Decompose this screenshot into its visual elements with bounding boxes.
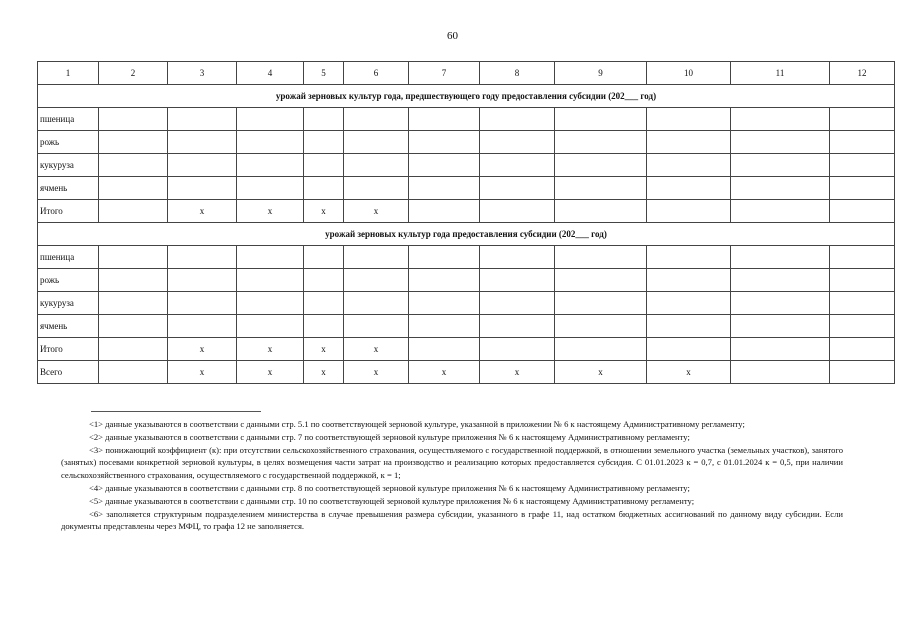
table-cell [647,292,731,315]
table-cell [409,177,480,200]
table-cell [237,292,304,315]
footnote-divider [91,411,261,412]
table-cell [830,177,895,200]
column-header: 5 [304,62,344,85]
table-cell: x [168,338,237,361]
table-cell [647,315,731,338]
table-row [38,292,895,315]
row-label: ячмень [38,315,99,338]
table-row [38,269,895,292]
table-cell [99,200,168,223]
table-row [38,246,895,269]
column-header: 6 [344,62,409,85]
page-number: 60 [447,30,458,42]
table-cell [731,131,830,154]
table-cell [168,108,237,131]
table-cell [731,200,830,223]
table-cell [480,338,555,361]
table-cell [168,292,237,315]
table-cell [344,131,409,154]
footnote-4: <4> данные указываются в соответствии с данными стр. 8 по соответствующей зерновой культуре приложения № 6 к настоящему Административному регламенту; [89,482,690,493]
table-cell [731,246,830,269]
table-cell [555,154,647,177]
table-cell [409,200,480,223]
table-cell [304,315,344,338]
column-header: 11 [731,62,830,85]
table-cell [555,269,647,292]
table-cell [409,108,480,131]
table-cell [647,269,731,292]
table-cell [237,315,304,338]
table-cell [480,246,555,269]
table-cell [409,154,480,177]
column-header: 7 [409,62,480,85]
table-cell [830,361,895,384]
table-cell [555,177,647,200]
table-cell [731,338,830,361]
table-cell [830,269,895,292]
table-cell [237,108,304,131]
row-label: рожь [38,269,99,292]
footnote-1: <1> данные указываются в соответствии с данными стр. 5.1 по соответствующей зерновой культуре, указанной в приложении № 6 к настоящему Административному регламенту; [89,419,745,429]
table-cell [304,108,344,131]
table-cell [168,131,237,154]
table-cell: x [168,361,237,384]
table-cell [344,269,409,292]
table-cell [409,246,480,269]
footnote-6: <6> заполняется структурным подразделением министерства в случае превышения размера субсидии, указанного в графе 11, над остатком бюджетных ассигнований по данному виду субсидии. Если документы представлены через МФЦ, то графа 12 не заполняется. [61,508,843,532]
row-label: Итого [38,200,99,223]
table-cell [99,177,168,200]
table-cell [647,177,731,200]
table-cell: x [344,361,409,384]
table-cell [409,338,480,361]
column-header: 10 [647,62,731,85]
column-header: 3 [168,62,237,85]
table-cell [168,269,237,292]
table-cell [344,292,409,315]
table-cell [304,269,344,292]
table-cell [555,338,647,361]
table-cell [237,131,304,154]
section-title: урожай зерновых культур года, предшествующего году предоставления субсидии (202___ год) [38,85,895,108]
table-cell: x [237,338,304,361]
table-cell [480,177,555,200]
table-cell [344,108,409,131]
header-row [38,62,895,85]
table-cell [731,292,830,315]
table-cell [344,177,409,200]
table-cell [99,154,168,177]
table-cell [304,154,344,177]
row-label: пшеница [38,246,99,269]
table-cell [480,269,555,292]
table-cell [237,154,304,177]
table-cell [830,200,895,223]
table-cell [731,315,830,338]
table-cell [555,292,647,315]
table-cell [830,246,895,269]
table-cell [647,246,731,269]
table-cell [647,338,731,361]
table-cell [480,200,555,223]
table-cell: x [555,361,647,384]
table-cell [647,131,731,154]
table-cell [99,292,168,315]
table-cell: x [237,361,304,384]
table-cell [168,177,237,200]
row-label: пшеница [38,108,99,131]
table-cell [409,292,480,315]
section-row [38,85,895,108]
table-cell [409,131,480,154]
table-cell [647,200,731,223]
table-cell: x [409,361,480,384]
table-cell [409,315,480,338]
table-cell [647,108,731,131]
table-cell: x [304,338,344,361]
table-cell [99,315,168,338]
column-header: 12 [830,62,895,85]
table-cell [480,154,555,177]
table-cell [344,315,409,338]
table-cell [99,108,168,131]
row-label: кукуруза [38,154,99,177]
table-cell: x [344,338,409,361]
table-cell [830,292,895,315]
row-label: Всего [38,361,99,384]
table-row [38,177,895,200]
table-cell [731,108,830,131]
table-cell [304,131,344,154]
footnote-5: <5> данные указываются в соответствии с данными стр. 10 по соответствующей зерновой культуре приложения № 6 к настоящему Административному регламенту; [89,495,695,506]
table-cell [409,269,480,292]
table-row [38,200,895,223]
table-cell: x [344,200,409,223]
column-header: 9 [555,62,647,85]
table-cell [830,338,895,361]
subsidy-table [37,61,895,384]
table-cell [304,292,344,315]
table-cell: x [304,200,344,223]
table-cell [555,200,647,223]
table-cell [830,131,895,154]
table-row [38,361,895,384]
row-label: ячмень [38,177,99,200]
table-row [38,154,895,177]
section-title: урожай зерновых культур года предоставления субсидии (202___ год) [38,223,895,246]
column-header: 2 [99,62,168,85]
table-cell [555,246,647,269]
table-cell [731,177,830,200]
footnote-2: <2> данные указываются в соответствии с данными стр. 7 по соответствующей зерновой культуре приложения № 6 к настоящему Административному регламенту; [89,431,690,442]
table-cell [731,154,830,177]
table-cell [237,177,304,200]
table-cell [555,108,647,131]
table-cell [99,246,168,269]
table-cell [99,131,168,154]
table-cell: x [480,361,555,384]
column-header: 4 [237,62,304,85]
table-row [38,108,895,131]
table-cell [99,269,168,292]
table-cell [480,292,555,315]
table-cell: x [647,361,731,384]
table-cell [99,361,168,384]
column-header: 8 [480,62,555,85]
table-cell [168,246,237,269]
column-header: 1 [38,62,99,85]
table-cell [344,154,409,177]
table-cell [237,246,304,269]
table-cell [99,338,168,361]
table-cell [830,315,895,338]
table-row [38,131,895,154]
table-cell [830,154,895,177]
table-cell [480,131,555,154]
table-row [38,338,895,361]
table-cell: x [168,200,237,223]
table-cell [237,269,304,292]
table-cell: x [237,200,304,223]
table-cell [344,246,409,269]
table-cell [830,108,895,131]
table-cell [168,154,237,177]
table-cell [731,361,830,384]
table-cell [731,269,830,292]
table-cell: x [304,361,344,384]
row-label: рожь [38,131,99,154]
table-cell [555,131,647,154]
table-cell [304,177,344,200]
table-cell [480,315,555,338]
footnote-3: <3> понижающий коэффициент (к): при отсутствии сельскохозяйственного страхования, осуществляемого с государственной поддержкой, в отношении земельного участка (земельных участков), занятого (занятых) посевами конкретной зерновой культуры, в целях возмещения части затрат на производство и реализацию которых предоставляется субсидия. С 01.01.2023 к = 0,7, с 01.01.2024 к = 0,5, при наличии сельскохозяйственного страхования, осуществляемого с государственной поддержкой, к = 1; [61,444,843,481]
table-cell [304,246,344,269]
table-cell [168,315,237,338]
table-cell [480,108,555,131]
section-row [38,223,895,246]
footnotes [61,418,843,533]
table-cell [555,315,647,338]
table-row [38,315,895,338]
table-cell [647,154,731,177]
row-label: кукуруза [38,292,99,315]
table-body [38,62,895,384]
row-label: Итого [38,338,99,361]
